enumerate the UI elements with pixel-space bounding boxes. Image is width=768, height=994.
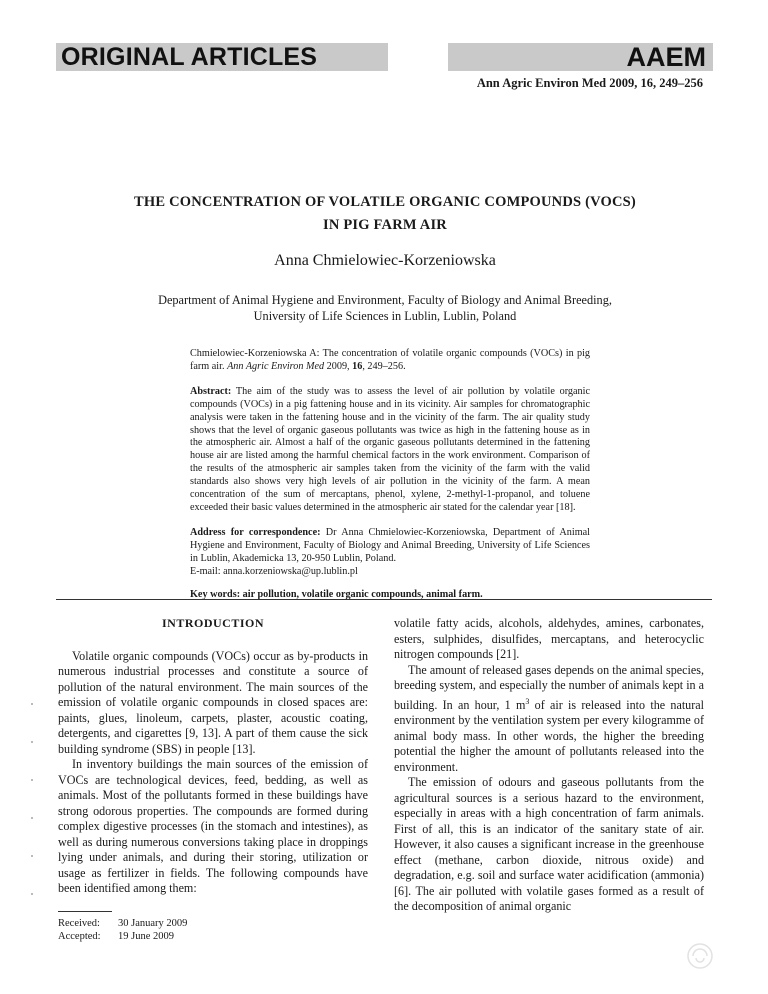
affiliation — [60, 292, 710, 324]
body-column-right — [394, 616, 704, 915]
affiliation-line-2: University of Life Sciences in Lublin, Lublin, Poland — [253, 309, 517, 323]
correspondence — [190, 527, 590, 579]
reference-lead: Chmielowiec-Korzeniowska A: The concentration of volatile organic compounds (VOCs) in pig farm air. — [190, 348, 590, 372]
margin-mark — [31, 779, 33, 781]
correspondence-email[interactable]: E-mail: anna.korzeniowska@up.lublin.pl — [190, 565, 358, 577]
reference — [190, 348, 590, 374]
section-heading-introduction: INTRODUCTION — [161, 616, 264, 630]
correspondence-label: Address for correspondence: — [190, 526, 321, 538]
accepted-label: Accepted: — [58, 931, 101, 942]
margin-mark — [31, 817, 33, 819]
journal-citation: Ann Agric Environ Med 2009, 16, 249–256 — [476, 76, 703, 90]
title-line-1: THE CONCENTRATION OF VOLATILE ORGANIC COMPOUNDS (VOCS) — [134, 194, 636, 210]
article-dates — [58, 917, 187, 943]
abstract-label: Abstract: — [190, 385, 232, 397]
paragraph: The emission of odours and gaseous pollutants from the agricultural sources is a serious hazard to the environment, especially in areas with a high concentration of farm animals. First of all, this is an indicator of the sanitary state of air. However, it also causes a significant increase in the greenhouse effect (methane, carbon dioxide, nitrous oxide) and degradation, e.g. soil and surface water acidification (ammonia) [6]. The air polluted with volatile gases formed as a result of the decomposition of animal organic — [394, 775, 704, 914]
author-name: Anna Chmielowiec-Korzeniowska — [274, 252, 496, 269]
reference-journal: Ann Agric Environ Med — [227, 360, 325, 372]
footnote-rule — [58, 911, 112, 912]
title-line-2: IN PIG FARM AIR — [323, 217, 447, 233]
reference-volume: 16 — [352, 360, 363, 372]
body-column-left — [58, 616, 368, 897]
abstract-block — [190, 348, 590, 613]
paragraph: volatile fatty acids, alcohols, aldehydes, amines, carbonates, esters, sulphides, disulfides, mercaptans, and heterocyclic nitrogen compounds [21]. — [394, 616, 704, 661]
keywords-text: air pollution, volatile organic compounds, animal farm. — [240, 588, 483, 600]
accepted-date: 19 June 2009 — [118, 931, 174, 942]
margin-mark — [31, 855, 33, 857]
margin-mark — [31, 741, 33, 743]
abstract — [190, 386, 590, 515]
superscript: 3 — [525, 696, 530, 706]
affiliation-line-1: Department of Animal Hygiene and Environment, Faculty of Biology and Animal Breeding, — [158, 293, 612, 307]
paragraph: In inventory buildings the main sources of the emission of VOCs are technological devices, feed, bedding, as well as animals. Most of the pollutants formed in these buildings have strong odorous properties. The compounds are formed during complex digestive processes (in the stomach and intestines), as well as during numerous conversions taking place in droppings lying under animals, and during their storing, utilization or usage as fertilizer in fields. The following compounds have been identified among them: — [58, 757, 368, 895]
margin-mark — [31, 703, 33, 705]
paragraph-text: of air is released into the natural environment by the ventilation system per every kilogramme of animal body mass. In other words, the higher the breeding potential the higher the amount of pollutants released into the environment. — [394, 697, 704, 774]
journal-logo: AAEM — [448, 43, 713, 71]
paragraph: Volatile organic compounds (VOCs) occur as by-products in numerous industrial processes and constitute a source of pollution of the natural environment. The main sources of the emission of volatile organic compounds in closed spaces are: paints, glues, linoleum, carpets, plaster, acoustic coating, detergents, and cigarettes [9, 13]. A part of them cause the sick building syndrome (SBS) in people [13]. — [58, 648, 368, 756]
section-label: ORIGINAL ARTICLES — [56, 43, 388, 71]
watermark-icon — [685, 941, 715, 971]
paragraph — [394, 663, 704, 776]
received-label: Received: — [58, 918, 100, 929]
article-title — [60, 191, 710, 237]
received-date: 30 January 2009 — [118, 918, 188, 929]
divider — [56, 599, 712, 600]
reference-year: 2009, — [324, 360, 353, 372]
keywords-label: Key words: — [190, 588, 241, 600]
reference-pages: , 249–256. — [362, 360, 406, 372]
margin-mark — [31, 893, 33, 895]
abstract-text: The aim of the study was to assess the level of air pollution by volatile organic compounds (VOCs) in a pig fattening house and in its vicinity. Air samples for chromatographic analysis were taken in the fattening house and in the vicinity of the farm. The air quality study shows that the level of organic gaseous pollutants was twice as high in the fattening house as in the atmospheric air. Almost a half of the organic gaseous pollutants determined in the fattening house air are listed among the harmful chemical factors in the work environment. Comparison of the results of the atmospheric air samples taken from the vicinity of the farm with the valid standards also shows very high levels of air pollution in the vicinity of the farm. A mean concentration of the sum of mercaptans, phenol, xylene, 2-methyl-1-propanol, and toluene exceeded their basic values determined in the atmospheric air stated for the calendar year [18]. — [190, 385, 590, 513]
paragraph-text: The amount of released gases depends on the animal species, breeding system, and especially the number of animals kept in a building. In an hour, 1 m — [394, 662, 704, 712]
correspondence-text: Dr Anna Chmielowiec-Korzeniowska, Department of Animal Hygiene and Environment, Faculty of Biology and Animal Breeding, University of Life Sciences in Lublin, Akademicka 13, 20-950 Lublin, Poland. — [190, 526, 590, 564]
